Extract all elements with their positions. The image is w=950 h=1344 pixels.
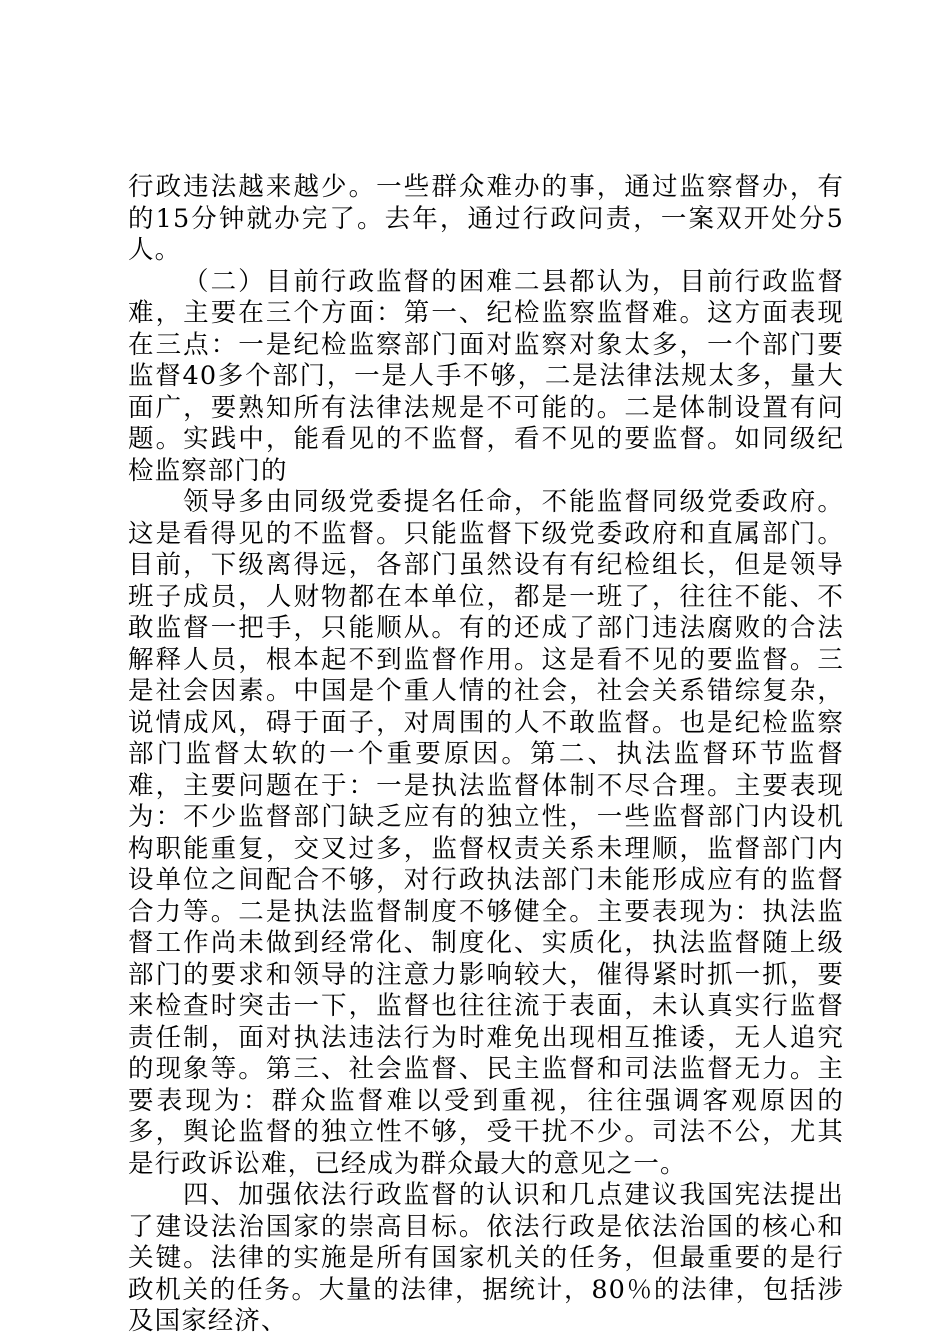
paragraph-2: （二）目前行政监督的困难二县都认为，目前行政监督难，主要在三个方面：第一、纪检监察监督难。这方面表现在三点：一是纪检监察部门面对监察对象太多，一个部门要监督40多个部门，一是人手不够，二是法律法规太多，量大面广，要熟知所有法律法规是不可能的。二是体制设置有问题。实践中，能看见的不监督，看不见的要监督。如同级纪检监察部门的 <box>128 266 844 486</box>
document-body <box>128 172 844 1338</box>
paragraph-4: 四、加强依法行政监督的认识和几点建议我国宪法提出了建设法治国家的崇高目标。依法行政是依法治国的核心和关键。法律的实施是所有国家机关的任务，但最重要的是行政机关的任务。大量的法律，据统计，80％的法律，包括涉及国家经济、 <box>128 1180 844 1336</box>
paragraph-1: 行政违法越来越少。一些群众难办的事，通过监察督办，有的15分钟就办完了。去年，通过行政问责，一案双开处分5人。 <box>128 172 844 265</box>
paragraph-3: 领导多由同级党委提名任命，不能监督同级党委政府。这是看得见的不监督。只能监督下级党委政府和直属部门。目前，下级离得远，各部门虽然设有有纪检组长，但是领导班子成员，人财物都在本单位，都是一班了，往往不能、不敢监督一把手，只能顺从。有的还成了部门违法腐败的合法解释人员，根本起不到监督作用。这是看不见的要监督。三是社会因素。中国是个重人情的社会，社会关系错综复杂，说情成风，碍于面子，对周围的人不敢监督。也是纪检监察部门监督太软的一个重要原因。第二、执法监督环节监督难，主要问题在于：一是执法监督体制不尽合理。主要表现为：不少监督部门缺乏应有的独立性，一些监督部门内设机构职能重复，交叉过多，监督权责关系未理顺，监督部门内设单位之间配合不够，对行政执法部门未能形成应有的监督合力等。二是执法监督制度不够健全。主要表现为：执法监督工作尚未做到经常化、制度化、实质化，执法监督随上级部门的要求和领导的注意力影响较大，催得紧时抓一抓，要来检查时突击一下，监督也往往流于表面，未认真实行监督责任制，面对执法违法行为时难免出现相互推诿，无人追究的现象等。第三、社会监督、民主监督和司法监督无力。主要表现为：群众监督难以受到重视，往往强调客观原因的多，舆论监督的独立性不够，受干扰不少。司法不公，尤其是行政诉讼难，已经成为群众最大的意见之一。 <box>128 487 844 1179</box>
